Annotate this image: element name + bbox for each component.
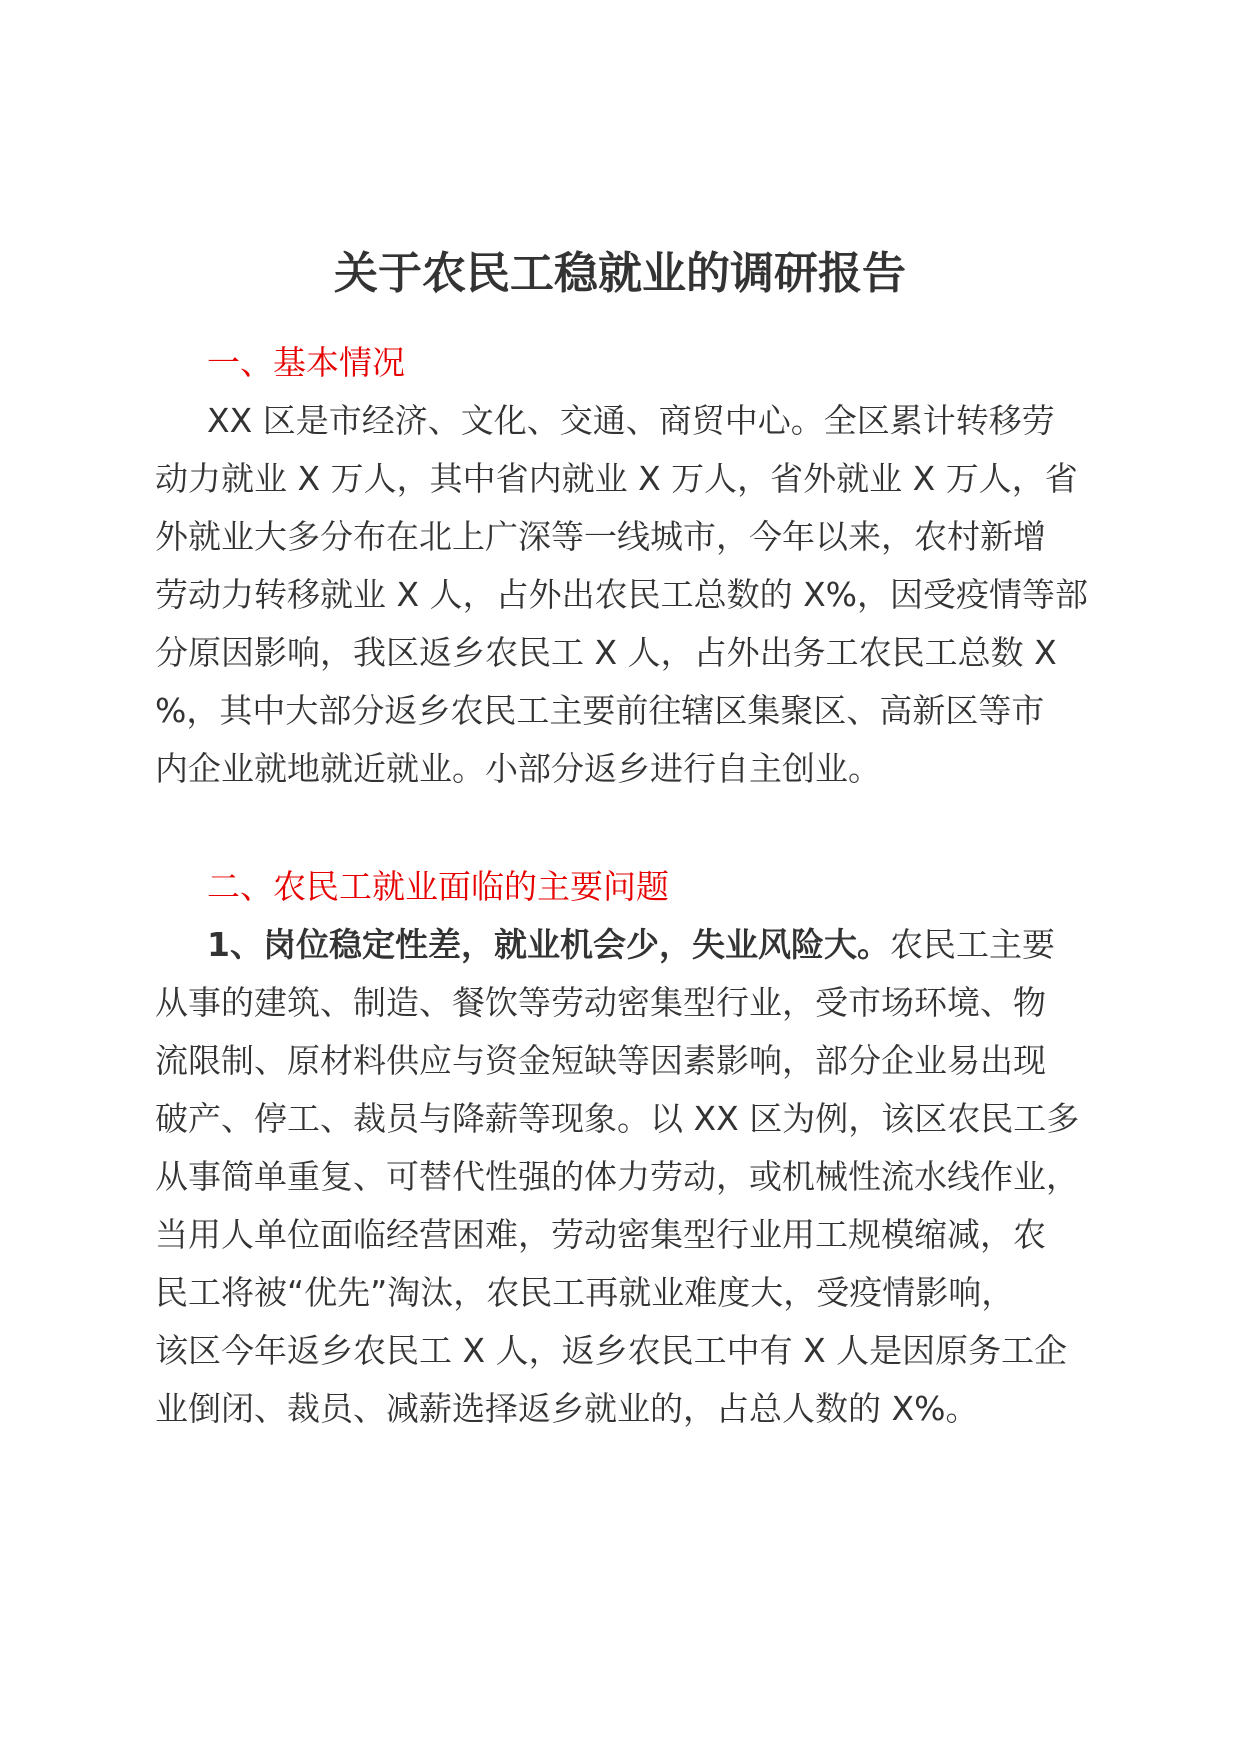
paragraph-line: 业倒闭、裁员、减薪选择返乡就业的，占总人数的 X%。	[155, 1389, 979, 1428]
paragraph-line: 外就业大多分布在北上广深等一线城市，今年以来，农村新增	[155, 517, 1046, 556]
point-text: 农民工主要	[889, 925, 1055, 964]
section-heading-main-problems: 二、农民工就业面临的主要问题	[207, 867, 669, 906]
paragraph-line: 流限制、原材料供应与资金短缺等因素影响，部分企业易出现	[155, 1041, 1046, 1080]
document-title: 关于农民工稳就业的调研报告	[334, 248, 906, 299]
paragraph-line: 从事简单重复、可替代性强的体力劳动，或机械性流水线作业，	[155, 1157, 1079, 1196]
paragraph-line: 内企业就地就近就业。小部分返乡进行自主创业。	[155, 749, 881, 788]
paragraph-line: %，其中大部分返乡农民工主要前往辖区集聚区、高新区等市	[155, 691, 1045, 730]
section-heading-basic-situation: 一、基本情况	[207, 343, 405, 382]
paragraph-line: 分原因影响，我区返乡农民工 X 人，占外出务工农民工总数 X	[155, 633, 1057, 672]
paragraph-line: XX 区是市经济、文化、交通、商贸中心。全区累计转移劳	[207, 401, 1055, 440]
paragraph-line: 动力就业 X 万人，其中省内就业 X 万人，省外就业 X 万人，省	[155, 459, 1078, 498]
paragraph-line: 从事的建筑、制造、餐饮等劳动密集型行业，受市场环境、物	[155, 983, 1046, 1022]
paragraph-line: 劳动力转移就业 X 人，占外出农民工总数的 X%，因受疫情等部	[155, 575, 1089, 614]
point-title: 1、岗位稳定性差，就业机会少，失业风险大。	[207, 925, 890, 964]
paragraph-line: 民工将被“优先”淘汰，农民工再就业难度大，受疫情影响，	[155, 1273, 1015, 1312]
paragraph-line: 破产、停工、裁员与降薪等现象。以 XX 区为例，该区农民工多	[155, 1099, 1080, 1138]
point-first-line	[207, 922, 1055, 968]
paragraph-line: 该区今年返乡农民工 X 人，返乡农民工中有 X 人是因原务工企	[155, 1331, 1068, 1370]
paragraph-line: 当用人单位面临经营困难，劳动密集型行业用工规模缩减，农	[155, 1215, 1046, 1254]
